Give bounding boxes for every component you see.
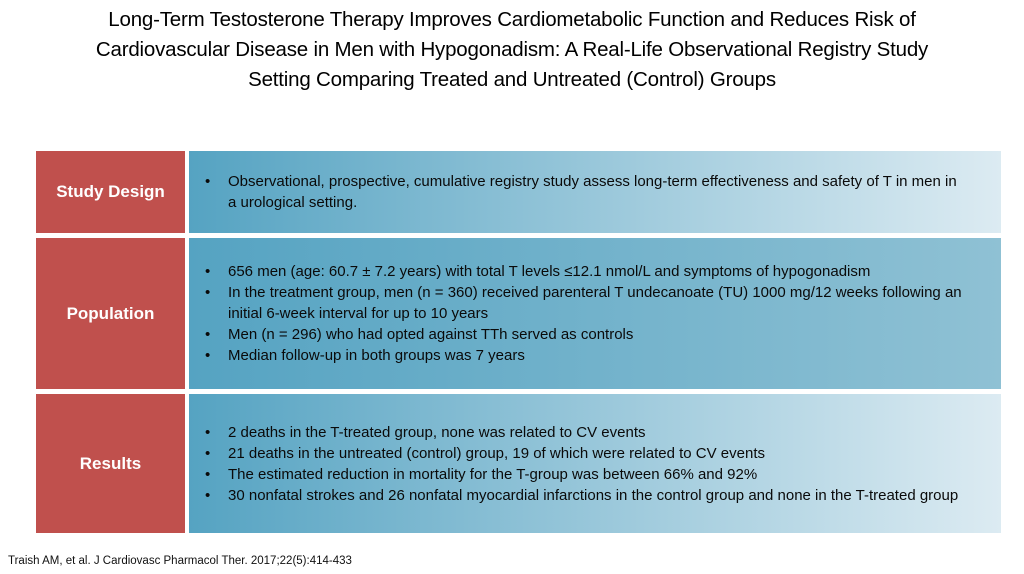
citation: Traish AM, et al. J Cardiovasc Pharmacol Ther. 2017;22(5):414-433 (8, 555, 352, 567)
bullet-marker: • (205, 465, 211, 483)
bullet-item (205, 464, 967, 485)
bullet-marker: • (205, 423, 211, 441)
bullet-marker: • (205, 444, 211, 462)
bullet-text: The estimated reduction in mortality for the T-group was between 66% and 92% (228, 465, 758, 483)
bullet-text: Median follow-up in both groups was 7 years (228, 347, 525, 364)
bullet-text: 30 nonfatal strokes and 26 nonfatal myocardial infarctions in the control group and none in the T-treated group (228, 486, 959, 504)
bullet-marker: • (205, 486, 211, 504)
row-content-population (189, 238, 1001, 389)
row-content-study-design (189, 151, 1001, 233)
bullet-item (205, 261, 967, 282)
bullet-item (205, 485, 967, 506)
bullet-text: 656 men (age: 60.7 ± 7.2 years) with total T levels ≤12.1 nmol/L and symptoms of hypogonadism (228, 263, 871, 280)
table-row-results (36, 394, 1001, 533)
row-label-results: Results (36, 394, 185, 533)
bullet-item (205, 324, 967, 345)
bullet-item (205, 171, 967, 213)
slide-title: Long-Term Testosterone Therapy Improves Cardiometabolic Function and Reduces Risk of Cardiovascular Disease in Men with Hypogonadism: A Real-Life Observational Registry Study Setting Comparing Treated and Untreated (Control) Groups (95, 8, 929, 91)
bullet-text: 2 deaths in the T-treated group, none was related to CV events (228, 423, 646, 441)
bullet-item (205, 422, 967, 443)
row-content-results (189, 394, 1001, 533)
row-label-population: Population (36, 238, 185, 389)
bullet-marker: • (205, 173, 211, 190)
bullet-marker: • (205, 284, 211, 301)
bullet-marker: • (205, 326, 211, 343)
bullet-item (205, 443, 967, 464)
bullet-marker: • (205, 347, 211, 364)
row-label-study-design: Study Design (36, 151, 185, 233)
bullet-item (205, 282, 967, 324)
bullet-text: Men (n = 296) who had opted against TTh served as controls (228, 326, 634, 343)
study-summary-table (36, 151, 1001, 538)
bullet-text: In the treatment group, men (n = 360) received parenteral T undecanoate (TU) 1000 mg/12 weeks following an initial 6-week interval for up to 10 years (228, 284, 962, 322)
bullet-text: 21 deaths in the untreated (control) group, 19 of which were related to CV events (228, 444, 765, 462)
table-row-study-design (36, 151, 1001, 233)
bullet-text: Observational, prospective, cumulative registry study assess long-term effectiveness and safety of T in men in a urological setting. (228, 173, 957, 211)
table-row-population (36, 238, 1001, 389)
bullet-item (205, 345, 967, 366)
bullet-marker: • (205, 263, 211, 280)
